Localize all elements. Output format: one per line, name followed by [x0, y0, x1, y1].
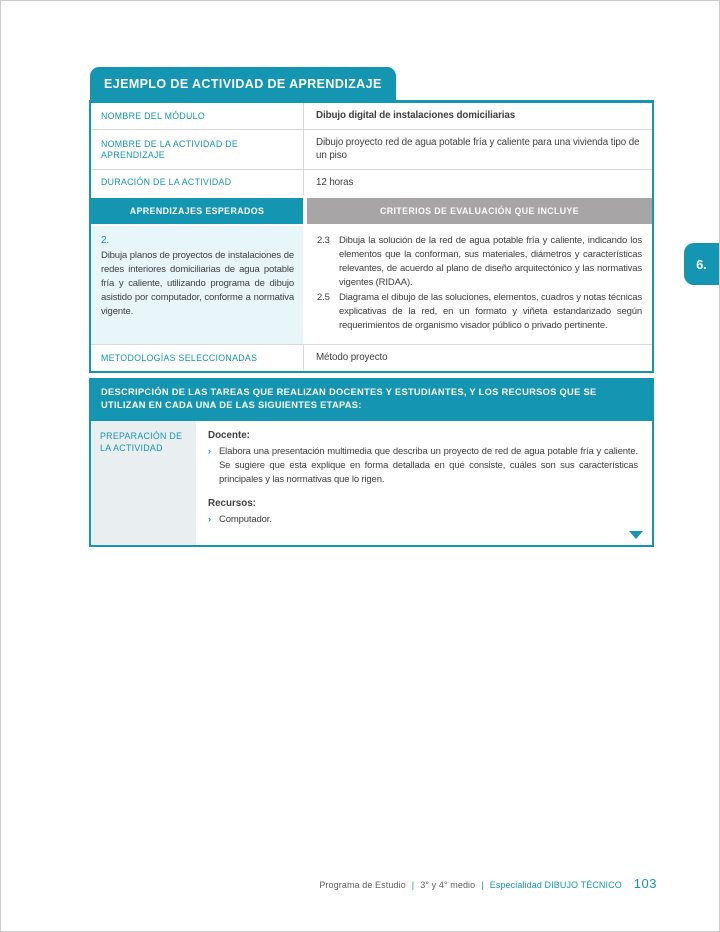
- preparation-body: [196, 421, 652, 545]
- methodology-label: METODOLOGÍAS SELECCIONADAS: [101, 352, 258, 363]
- module-label: NOMBRE DEL MÓDULO: [101, 110, 205, 121]
- activity-name-value: Dibujo proyecto red de agua potable fría y caliente para una vivienda tipo de un piso: [303, 130, 652, 169]
- docente-heading: Docente:: [208, 429, 250, 441]
- chapter-number-label: 6.: [696, 256, 707, 272]
- recursos-bullet-text: Computador.: [219, 513, 272, 525]
- table-row-methodology: [91, 345, 652, 371]
- methodology-value: Método proyecto: [303, 345, 652, 371]
- criteria-text: Dibuja la solución de la red de agua potable fría y caliente, indicando los elementos que la conforman, sus materiales, diámetros y características relevantes, de acuerdo al plano de diseño arquitectónico y las normativas vigentes (RIDAA).: [339, 235, 642, 288]
- chevron-bullet-icon: ›: [208, 513, 212, 525]
- learning-text: Dibuja planos de proyectos de instalaciones de redes interiores domiciliarias de agua potable fría y caliente, utilizando programa de dibujo asistido por computador, conforme a normativa vigente.: [101, 250, 294, 317]
- table-row-activity-name: [91, 129, 652, 169]
- learning-number: 2.: [101, 235, 110, 246]
- footer-separator: |: [411, 880, 415, 890]
- page-footer: [319, 876, 657, 891]
- learning-header-cell: APRENDIZAJES ESPERADOS: [91, 198, 303, 224]
- page-number: 103: [633, 876, 657, 891]
- criteria-text: Diagrama el dibujo de las soluciones, elementos, cuadros y notas técnicas explicativas de la red, en un formato y viñeta estandarizado según requerimientos de organismo visador público o privado pertinente.: [339, 292, 642, 331]
- footer-program: Programa de Estudio: [319, 880, 406, 890]
- preparation-section: [89, 421, 654, 547]
- docente-bullet-item: [208, 445, 638, 487]
- preparation-label: PREPARACIÓN DE LA ACTIVIDAD: [91, 421, 196, 545]
- criteria-number: 2.5: [317, 292, 330, 303]
- footer-grade: 3° y 4° medio: [420, 880, 476, 890]
- criteria-item: [317, 291, 642, 333]
- activity-example-tab-label: EJEMPLO DE ACTIVIDAD DE APRENDIZAJE: [104, 77, 382, 91]
- activity-example-tab: [90, 67, 396, 100]
- activity-name-label: NOMBRE DE LA ACTIVIDAD DE APRENDIZAJE: [101, 138, 239, 160]
- expected-learning-cell: [91, 226, 303, 344]
- footer-specialty: Especialidad DIBUJO TÉCNICO: [489, 880, 622, 890]
- criteria-item: [317, 234, 642, 290]
- chevron-bullet-icon: ›: [208, 445, 212, 457]
- page-content: [89, 67, 654, 547]
- module-value: Dibujo digital de instalaciones domiciliarias: [303, 103, 652, 129]
- description-banner: DESCRIPCIÓN DE LAS TAREAS QUE REALIZAN DOCENTES Y ESTUDIANTES, Y LOS RECURSOS QUE SE UTILIZAN EN CADA UNA DE LAS SIGUIENTES ETAPAS:: [89, 378, 654, 421]
- evaluation-criteria-cell: [307, 226, 652, 344]
- chapter-side-tab: [684, 243, 719, 285]
- recursos-heading: Recursos:: [208, 497, 256, 509]
- footer-separator: |: [481, 880, 484, 890]
- activity-info-table: [89, 100, 654, 373]
- learning-criteria-row: [91, 226, 652, 345]
- criteria-number: 2.3: [317, 235, 330, 246]
- table-header-row: [91, 198, 652, 224]
- continuation-arrow-icon: [629, 531, 643, 539]
- table-row-module: [91, 103, 652, 129]
- duration-value: 12 horas: [303, 170, 652, 196]
- table-row-duration: [91, 169, 652, 196]
- criteria-header-cell: CRITERIOS DE EVALUACIÓN QUE INCLUYE: [307, 198, 652, 224]
- recursos-bullet-item: [208, 513, 638, 527]
- duration-label: DURACIÓN DE LA ACTIVIDAD: [101, 177, 232, 188]
- spacer: [208, 489, 638, 497]
- docente-bullet-text: Elabora una presentación multimedia que describa un proyecto de red de agua potable fría y caliente. Se sugiere que esta explique en forma detallada en qué consiste, cuáles son sus características principales y las normativas que lo rigen.: [219, 445, 638, 485]
